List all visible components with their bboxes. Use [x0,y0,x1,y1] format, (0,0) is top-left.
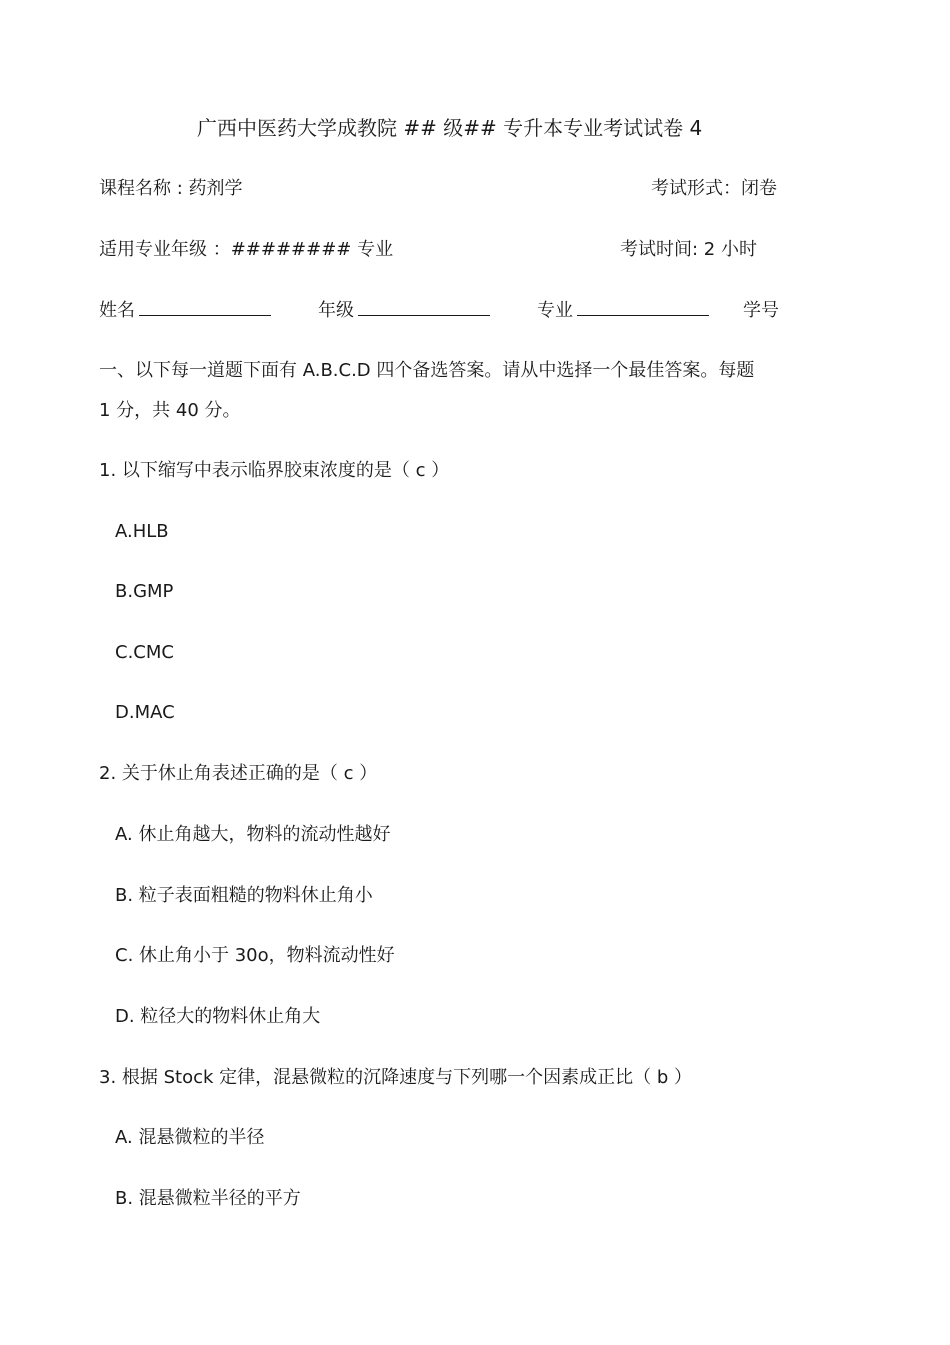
question-1-option-a: A.HLB [115,521,169,542]
major-grade: 适用专业年级 ：######## 专业 [99,239,394,260]
grade-field-row [318,299,490,323]
question-1-option-c: C.CMC [115,642,174,663]
question-1-option-d: D.MAC [115,702,175,723]
exam-time: 考试时间: 2 小时 [620,239,757,260]
question-3-stem: 3. 根据 Stock 定律，混悬微粒的沉降速度与下列哪一个因素成正比（ b ） [99,1067,693,1088]
grade-blank [358,299,490,316]
major-label: 专业 [537,300,573,321]
name-field-row [99,299,271,323]
major-field-row [537,299,709,323]
page-title: 广西中医药大学成教院 ## 级## 专升本专业考试试卷 4 [197,116,703,140]
section-instruction-line2: 1 分，共 40 分。 [99,400,241,421]
question-3-option-a: A. 混悬微粒的半径 [115,1127,265,1148]
grade-label: 年级 [318,300,354,321]
question-3-option-b: B. 混悬微粒半径的平方 [115,1188,301,1209]
section-instruction-line1: 一、以下每一道题下面有 A.B.C.D 四个备选答案。请从中选择一个最佳答案。每题 [99,360,755,381]
question-2-option-b: B. 粒子表面粗糙的物料休止角小 [115,885,373,906]
exam-form: 考试形式：闭卷 [651,178,777,199]
question-1-option-b: B.GMP [115,581,174,602]
question-1-stem: 1. 以下缩写中表示临界胶束浓度的是（ c ） [99,460,450,481]
name-blank [139,299,271,316]
question-2-option-d: D. 粒径大的物料休止角大 [115,1006,321,1027]
question-2-option-a: A. 休止角越大，物料的流动性越好 [115,824,391,845]
question-2-stem: 2. 关于休止角表述正确的是（ c ） [99,763,378,784]
question-2-option-c: C. 休止角小于 30o，物料流动性好 [115,945,395,966]
student-no-label: 学号 [743,300,779,321]
name-label: 姓名 [99,300,135,321]
major-blank [577,299,709,316]
course-name: 课程名称 : 药剂学 [99,178,243,199]
